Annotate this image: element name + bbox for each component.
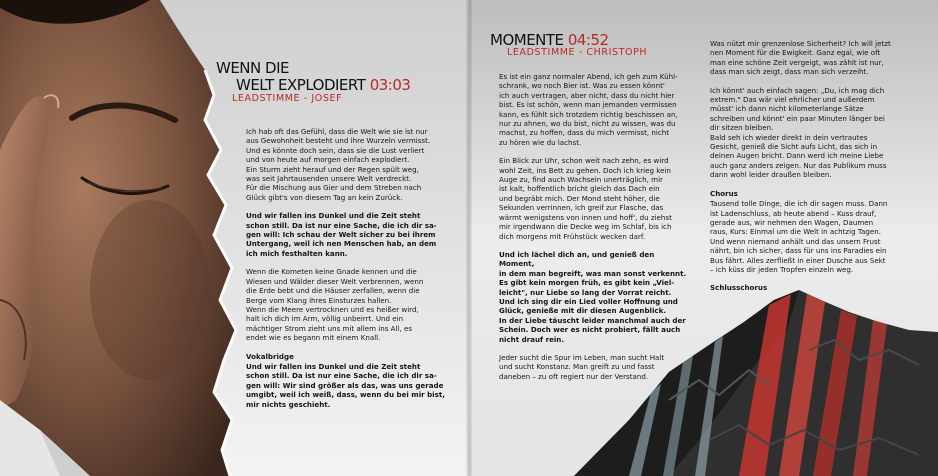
right-page <box>469 0 938 476</box>
lyrics-paragraph: Ich könnt' auch einfach sagen: „Du, ich mag dich extrem." Das wär viel ehrlicher und außerdem müsst' ich dann nicht kilometerlange Sätze schreiben und könnt' ein paar Minuten länger bei dir sitzen bleiben. Bald seh ich wieder direkt in dein vertrautes Gesicht, genieß die Sicht aufs Licht, das sich in deinen Augen bricht. Dann werd ich meine Liebe auch ganz anders zeigen. Nur das Publikum muss dann wohl leider draußen bleiben. <box>710 85 887 180</box>
song-duration-1: 03:03 <box>369 76 411 94</box>
section-heading-chorus: Chorus <box>710 188 738 198</box>
lyrics-paragraph: Es ist ein ganz normaler Abend, ich geh zum Kühl- schrank, wo noch Bier ist. Was zu essen könnt' ich auch vertragen, aber nicht, dass du nicht hier bist. Es ist schön, wenn man jemanden vermissen kann, es fühlt sich trotzdem richtig beschissen an, nur zu ahnen, wo du bist, nicht zu wissen, was du machst, zu hoffen, dass du mich vermisst, nicht zu hören wie du lachst. <box>499 72 678 147</box>
lyrics-paragraph: Ich hab oft das Gefühl, dass die Welt wie sie ist nur aus Gewohnheit besteht und ihre Wurzeln vermisst. Und es könnte doch sein, dass sie die Lust verliert und von heute auf morgen einfach explodiert. Ein Sturm zieht herauf und der Regen spült weg, was seit Jahrtausenden unsere Welt verdreckt. Für die Mischung aus Gier und dem Streben nach Glück gibt's von diesem Tag an kein Zurück. <box>246 127 431 202</box>
song-lead-2: LEADSTIMME - CHRISTOPH <box>507 47 648 58</box>
lyrics-paragraph: Ein Blick zur Uhr, schon weit nach zehn, es wird wohl Zeit, ins Bett zu gehen. Doch ich krieg kein Auge zu, find auch Wachsein unerträglich, mir ist kalt, hoffentlich bricht gleich das Dach ein und begräbt mich. Der Mond steht höher, die Sekunden verrinnen, ich greif zur Flasche, das wärmt wenigstens von innen und hoff', du ziehst mir irgendwann die Decke weg im Schlaf, bis ich dich morgens mit Frühstück wecken darf. <box>499 156 672 241</box>
lyrics-refrain: Und ich lächel dich an, und genieß den Moment, in dem man begreift, was man sonst verkennt. Es gibt kein morgen früh, es gibt kein „Viel- leicht", nur Liebe so lang der Vorrat reicht. Und ich sing dir ein Lied voller Hoffnung und Glück, genieße mit dir diesen Augenblick. In der Liebe täuscht leider manchmal auch der Schein. Doch wer es nicht probiert, fällt auch nicht drauf rein. <box>499 249 687 344</box>
song-duration-2: 04:52 <box>567 31 609 49</box>
page-gutter <box>466 0 472 476</box>
song-lead-1: LEADSTIMME - JOSEF <box>232 93 343 104</box>
song-title-1-line2: WELT EXPLODIERT <box>236 76 366 94</box>
song-title-1 <box>216 60 410 94</box>
song-title-1-line2-wrap <box>216 77 410 94</box>
song-title-1-line1: WENN DIE <box>216 59 289 77</box>
lyrics-paragraph: Wenn die Kometen keine Gnade kennen und die Wiesen und Wälder dieser Welt verbrennen, wenn die Erde bebt und die Häuser zerfallen, wenn die Berge vom Klang ihres Einsturzes hallen. Wenn die Meere vertrocknen und es heißer wird, halt ich dich im Arm, völlig unbeirrt. Und ein mächtiger Strom zieht uns mit allem ins All, es endet wie es begann mit einem Knall. <box>246 267 424 343</box>
section-heading-schlusschorus: Schlusschorus <box>710 283 768 293</box>
lyrics-refrain: Und wir fallen ins Dunkel und die Zeit steht schon still. Da ist nur eine Sache, die ich dir sa- gen will: Wir sind größer als das, was uns gerade umgibt, weil ich weiß, dass, wenn du bei mir bist, mir nichts geschieht. <box>246 361 445 409</box>
lyrics-column-left <box>246 127 460 418</box>
lyrics-column-right <box>710 39 932 294</box>
lyrics-paragraph: Tausend tolle Dinge, die ich dir sagen muss. Dann ist Ladenschluss, ab heute abend – Kuss drauf, gerade aus, wir nehmen den Wagen, Daumen raus, Kurs: Einmal um die Welt in achtzig Tagen. Und wenn niemand anhält und das unsern Frust nährt, bin ich sicher, dass für uns ins Paradies ein Bus fährt. Alles zerfließt in einer Dusche aus Sekt – ich küss dir jeden Tropfen einzeln weg. <box>710 199 888 274</box>
section-heading-vokalbridge: Vokalbridge <box>246 351 294 361</box>
lyrics-paragraph: Was nützt mir grenzenlose Sicherheit? Ich will jetzt nen Moment für die Ewigkeit. Ganz egal, wie oft man eine schöne Zeit vergeigt, was zählt ist nur, dass man sich zeigt, dass man sich verzeiht. <box>710 39 891 77</box>
lyrics-column-middle <box>499 72 689 390</box>
lyrics-refrain: Und wir fallen ins Dunkel und die Zeit steht schon still. Da ist nur eine Sache, die ich dir sa- gen will: Ich schau der Welt sicher zu bei ihrem Untergang, weil ich nen Menschen hab, an dem ich mich festhalten kann. <box>246 211 437 258</box>
song-title-2-text: MOMENTE <box>490 31 564 49</box>
lyrics-paragraph: Jeder sucht die Spur im Leben, man sucht Halt und sucht Konstanz. Man greift zu und fasst daneben – zu oft regiert nur der Verstand. <box>499 352 665 381</box>
